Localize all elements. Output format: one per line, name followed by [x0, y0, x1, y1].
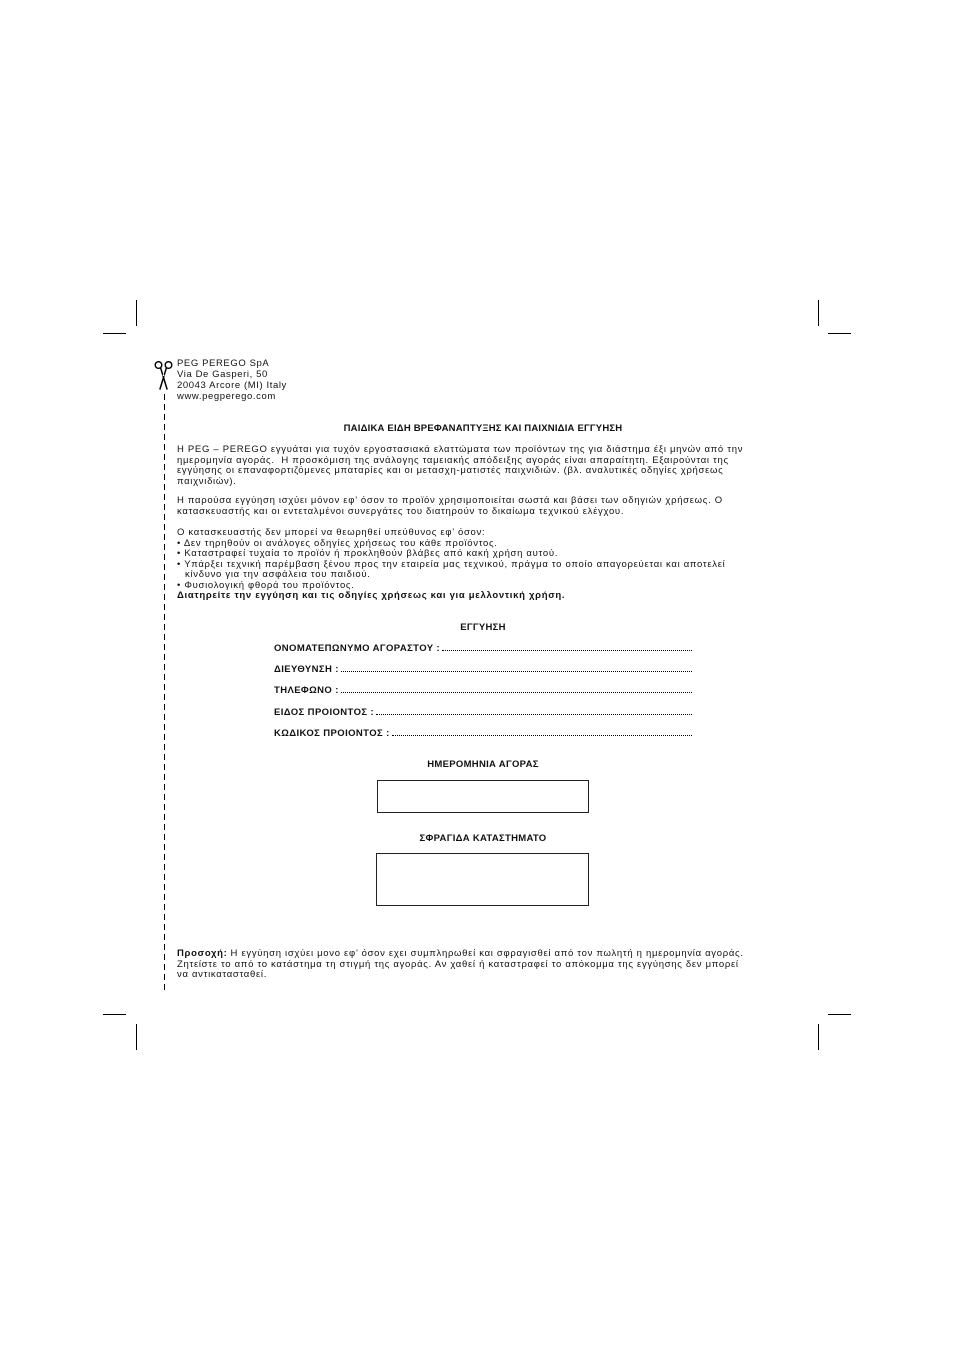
liability-bullet: • Δεν τηρηθούν οι ανάλογες οδηγίες χρήσεως του κάθε προϊόντος.	[177, 537, 498, 549]
notice-paragraph	[177, 949, 744, 981]
dotted-line	[442, 650, 692, 651]
validity-line: κατασκευαστής και οι εντεταλμένοι συνεργάτες του διατηρούν το δικαίωμα τεχνικού ελέγχου.	[177, 505, 625, 517]
company-city: 20043 Arcore (MI) Italy	[177, 380, 287, 391]
company-street: Via De Gasperi, 50	[177, 369, 268, 380]
liability-bullet: • Φυσιολογική φθορά του προϊόντος.	[177, 579, 355, 591]
store-stamp-heading: ΣΦΡΑΓΙΔΑ ΚΑΤΑΣΤΗΜΑΤΟ	[419, 832, 547, 844]
phone-field	[274, 685, 692, 696]
field-label: ΕΙΔΟΣ ΠΡΟΙΟΝΤΟΣ :	[274, 706, 375, 718]
dotted-line	[392, 735, 692, 736]
crop-mark-top-right-horizontal	[828, 333, 851, 334]
field-label: ΤΗΛΕΦΩΝΟ :	[274, 684, 339, 696]
warranty-heading: ΕΓΓΥΗΣΗ	[460, 621, 506, 633]
validity-line: Η παρούσα εγγύηση ισχύει μόνον εφ’ όσον το προϊόν χρησιμοποιείται σωστά και βάσει των οδηγιών χρήσεως. Ο	[177, 495, 723, 506]
intro-line: Η PEG – PEREGO εγγυάται για τυχόν εργοστασιακά ελαττώματα των προϊόντων της για διάστημα έξι μηνών από την	[177, 444, 744, 455]
notice-label: Προσοχή:	[177, 948, 228, 959]
liability-bullet-continuation: κίνδυνο για την ασφάλεια του παιδιού.	[185, 569, 371, 580]
liability-intro: Ο κατασκευαστής δεν μπορεί να θεωρηθεί υπεύθυνος εφ’ όσον:	[177, 527, 486, 538]
dotted-line	[376, 714, 692, 715]
company-name: PEG PEREGO SpA	[177, 358, 270, 369]
crop-mark-bottom-right-vertical	[818, 1024, 819, 1050]
buyer-name-field	[274, 643, 692, 654]
notice-line: να αντικατασταθεί.	[177, 969, 268, 980]
product-type-field	[274, 707, 692, 718]
crop-mark-top-left-horizontal	[103, 333, 126, 334]
keep-warranty-notice: Διατηρείτε την εγγύηση και τις οδηγίες χρήσεως και για μελλοντική χρήση.	[177, 590, 566, 601]
product-code-field	[274, 728, 692, 739]
intro-paragraph	[177, 445, 743, 487]
validity-paragraph	[177, 496, 723, 517]
liability-bullet: • Καταστραφεί τυχαία το προϊόν ή προκληθούν βλάβες από κακή χρήση αυτού.	[177, 548, 559, 559]
notice-first-line	[177, 949, 744, 960]
crop-mark-top-right-vertical	[818, 300, 819, 326]
field-label: ΔΙΕΥΘΥΝΣΗ :	[274, 663, 339, 675]
dotted-line	[341, 671, 692, 672]
intro-line: εγγύησης οι επαναφορτιζόμενες μπαταρίες και οι μετασχη-ματιστές παιχνιδιών. (βλ. αναλυτικές οδηγίες χρήσεως	[177, 465, 724, 476]
document-title: ΠΑΙΔΙΚΑ ΕΙΔΗ ΒΡΕΦΑΝΑΠΤΥΞΗΣ ΚΑΙ ΠΑΙΧΝΙΔΙΑ ΕΓΓΥΗΣΗ	[343, 422, 623, 434]
dotted-line	[341, 692, 692, 693]
liability-bullet: • Υπάρξει τεχνική παρέμβαση ξένου προς την εταιρεία μας τεχνικού, πράγμα το οποίο απαγορεύεται και αποτελεί	[177, 558, 726, 570]
field-label: ΚΩΔΙΚΟΣ ΠΡΟΙΟΝΤΟΣ :	[274, 727, 390, 739]
crop-mark-top-left-vertical	[136, 300, 137, 326]
crop-mark-bottom-left-vertical	[136, 1024, 137, 1050]
crop-mark-bottom-left-horizontal	[103, 1014, 126, 1015]
field-label: ΟΝΟΜΑΤΕΠΩΝΥΜΟ ΑΓΟΡΑΣΤΟΥ :	[274, 642, 441, 654]
cut-line	[164, 394, 165, 990]
intro-line: παιχνιδιών).	[177, 475, 237, 487]
company-website: www.pegperego.com	[177, 391, 276, 402]
liability-paragraph	[177, 528, 725, 602]
intro-line: ημερομηνία αγοράς. Η προσκόμιση της ανάλογης ταμειακής απόδειξης αγοράς είναι απαραίτητη. Εξαιρούνται της	[177, 454, 729, 466]
purchase-date-box	[377, 780, 589, 813]
store-stamp-box	[376, 853, 589, 906]
crop-mark-bottom-right-horizontal	[828, 1014, 851, 1015]
notice-text: Η εγγύηση ισχύει μονο εφ’ όσον εχει συμπληρωθεί και σφραγισθεί από τον πωλητή η ημερομηνία αγοράς.	[230, 948, 744, 959]
notice-line: Ζητείστε το από το κατάστημα τη στιγμή της αγοράς. Αν χαθεί ή καταστραφεί το απόκομμα της εγγύησης δεν μπορεί	[177, 958, 739, 970]
scissors-icon	[153, 360, 174, 390]
purchase-date-heading: ΗΜΕΡΟΜΗΝΙΑ ΑΓΟΡΑΣ	[427, 758, 539, 770]
company-address	[177, 358, 287, 402]
address-field	[274, 664, 692, 675]
